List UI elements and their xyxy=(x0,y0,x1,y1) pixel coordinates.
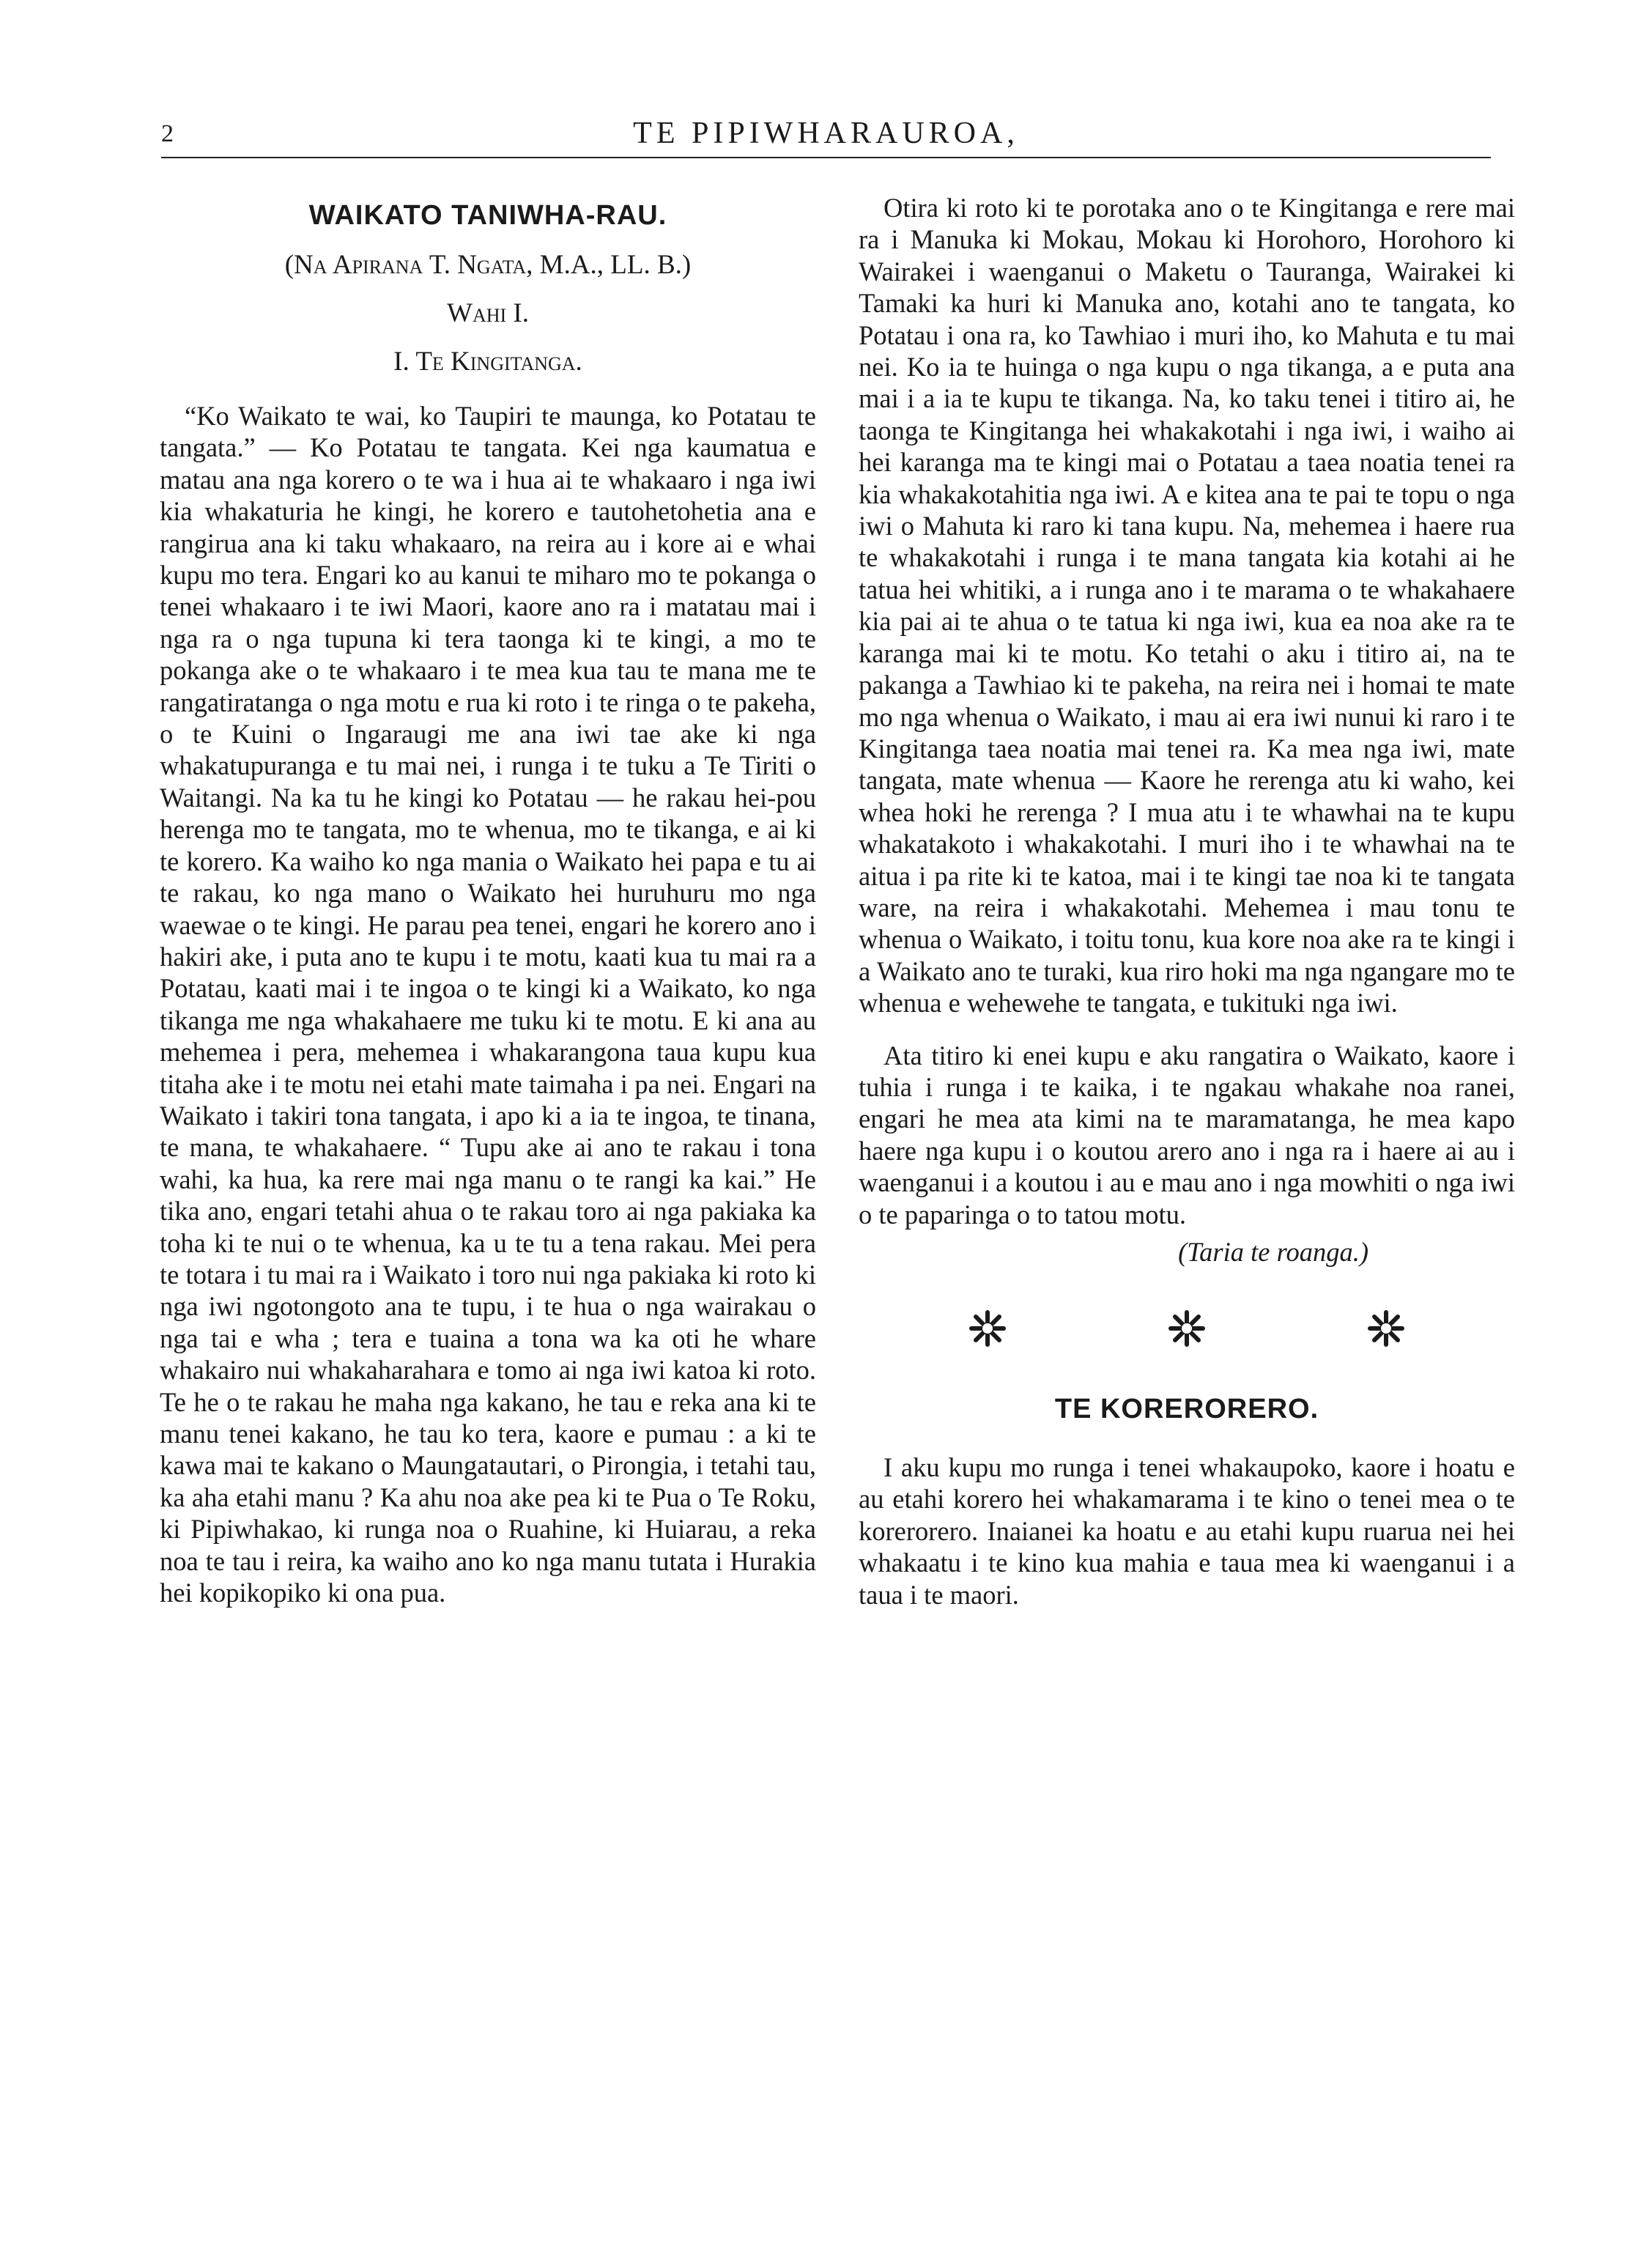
header-rule xyxy=(161,157,1491,158)
asterism-ornament-icon xyxy=(1367,1309,1405,1347)
article-title: TE KORERORERO. xyxy=(1054,1394,1319,1424)
asterism-ornament-icon xyxy=(1168,1309,1206,1347)
article-paragraph: “Ko Waikato te wai, ko Taupiri te maunga, ko Potatau te tangata.” — Ko Potatau te tangata. Kei nga kaumatua e matau ana nga korero o te wa i hua ai te whakaaro i nga iwi kia whakaturia he kingi, he korero e tautohetohetia ana e rangirua ana ki taku whakaaro, na reira au i kore ai e whai kupu mo tera. Engari ko au kanui te miharo mo te pokanga o tenei whakaaro i te iwi Maori, kaore ano ra i matatau mai i nga ra o nga tupuna ki tera taonga ki te kingi, a mo te pokanga ake o te whakaaro i te mea kua tau te mana me te rangatiratanga o nga motu e rua ki roto i te ringa o te pakeha, o te Kuini o Ingaraugi me ana iwi tae ake ki nga whakatupuranga e tu mai nei, i runga i te tuku a Te Tiriti o Waitangi. Na ka tu he kingi ko Potatau — he rakau hei-pou herenga mo te tangata, mo te whenua, mo te tikanga, e ai ki te korero. Ka waiho ko nga mania o Waikato hei papa e tu ai te rakau, ko nga mano o Waikato hei huruhuru mo nga waewae o te kingi. He parau pea tenei, engari he korero ano i hakiri ake, i puta ano te kupu i te motu, kaati kua tu mai ra a Potatau, kaati mai i te ingoa o te kingi ki a Waikato, ko nga tikanga me nga whakahaere me tuku ki te motu. E ki ana au mehemea i pera, mehemea i whakarangona taua kupu kua titaha ake i te motu nei etahi mate taimaha i pa nei. Engari na Waikato i takiri tona tangata, i apo ki a ia te ingoa, te tinana, te mana, te whakahaere. “ Tupu ake ai ano te rakau i tona wahi, ka hua, ka rere mai nga manu o te rangi ka kai.” He tika ano, engari tetahi ahua o te rakau toro ai nga pakiaka ka toha ki te nui o te whenua, ka u te tu a tena rakau. Mei pera te totara i tu mai ra i Waikato i toro nui nga pakiaka ki roto ki nga iwi ngotongoto ana te tupu, i te hua o nga wairakau o nga tai e wha ; tera e tuaina a tona wa ka oti he whare whakairo nui whakaharahara e tomo ai nga iwi katoa ki roto. Te he o te rakau he maha nga kakano, he tau e reka ana ki te manu tenei kakano, he tau ko tera, kaore e pumau : a ki te kawa mai te kakano o Maungatautari, o Pirongia, i tetahi tau, ka aha etahi manu ? Ka ahu noa ake pea ki te Pua o Te Roku, ki Pipiwhakao, ki runga noa o Ruahine, ki Huiarau, a reka noa te tau i reira, ka waiho ano ko nga manu tutata i Hurakia hei kopikopiko ki ona pua. xyxy=(160,401,816,1608)
article-paragraph: Otira ki roto ki te porotaka ano o te Kingitanga e rere mai ra i Manuka ki Mokau, Mokau ki Horohoro, Horohoro ki Wairakei i waenganui o Maketu o Tauranga, Wairakei ki Tamaki ka huri ki Manuka ano, kotahi ano te tangata, ko Potatau i ona ra, ko Tawhiao i muri iho, ko Mahuta e tu mai nei. Ko ia te huinga o nga kupu o nga tikanga, a e puta ana mai i a ia te kupu te tikanga. Na, ko taku tenei i titiro ai, he taonga te Kingitanga hei whakakotahi i nga iwi, i waiho ai hei karanga ma te kingi mai o Potatau a taea noatia tenei ra kia whakakotahitia nga iwi. A e kitea ana te pai te topu o nga iwi o Mahuta ki raro ki tana kupu. Na, mehemea i haere rua te whakakotahi i runga i te mana tangata kia kotahi ai he tatua hei whitiki, a i runga ano i te marama o te whakahaere kia pai ai te ahua o te tatua ki nga iwi, kua ea noa ake ra te karanga mai ki te motu. Ko tetahi o aku i titiro ai, na te pakanga a Tawhiao ki te pakeha, na reira nei i homai te mate mo nga whenua o Waikato, i mau ai era iwi nunui ki raro i te Kingitanga taea noatia mai tenei ra. Ka mea nga iwi, mate tangata, mate whenua — Kaore he rerenga atu ki waho, kei whea hoki he rerenga ? I mua atu i te whawhai na te kupu whakatakoto i whakakotahi. I muri iho i te whawhai na te aitua i pa rite ki te katoa, mai i te kingi tae noa ki te tangata ware, na reira i whakakotahi. Mehemea i mau tonu te whenua o Waikato, i toitu tonu, kua kore noa ake ra te kingi i a Waikato ano te turaki, kua riro hoki ma nga ngangare mo te whenua e wehewehe te tangata, e tukituki nga iwi. xyxy=(859,193,1515,1018)
right-column xyxy=(859,192,1515,1611)
section-title: I. Te Kingitanga. xyxy=(393,347,582,377)
page-number: 2 xyxy=(161,120,174,147)
article-title: WAIKATO TANIWHA-RAU. xyxy=(308,200,667,231)
section-divider xyxy=(859,1309,1515,1353)
continued-note: (Taria te roanga.) xyxy=(1178,1237,1368,1267)
article-paragraph: Ata titiro ki enei kupu e aku rangatira o Waikato, kaore i tuhia i runga i te kaika, i te ngakau whakahe noa ranei, engari he mea ata kimi na te maramatanga, he mea kapo haere nga kupu i o koutou arero ano i nga ra i haere ai au i waenganui i a koutou i au e mau ano i nga mowhiti o nga iwi o te paparinga o to tatou motu. xyxy=(859,1040,1515,1230)
article-byline: (Na Apirana T. Ngata, M.A., LL. B.) xyxy=(284,250,692,280)
article-paragraph: I aku kupu mo runga i tenei whakaupoko, kaore i hoatu e au etahi korero hei whakamarama i te kino o tenei mea o te korerorero. Inaianei ka hoatu e au etahi kupu ruarua nei hei whakaatu i te kino kua mahia e taua mea ki waenganui i a taua i te maori. xyxy=(859,1452,1515,1610)
article-part: Wahi I. xyxy=(447,298,529,328)
left-column xyxy=(160,192,816,1608)
running-head xyxy=(161,116,1491,160)
asterism-ornament-icon xyxy=(968,1309,1007,1347)
journal-title: TE PIPIWHARAUROA, xyxy=(633,117,1019,150)
